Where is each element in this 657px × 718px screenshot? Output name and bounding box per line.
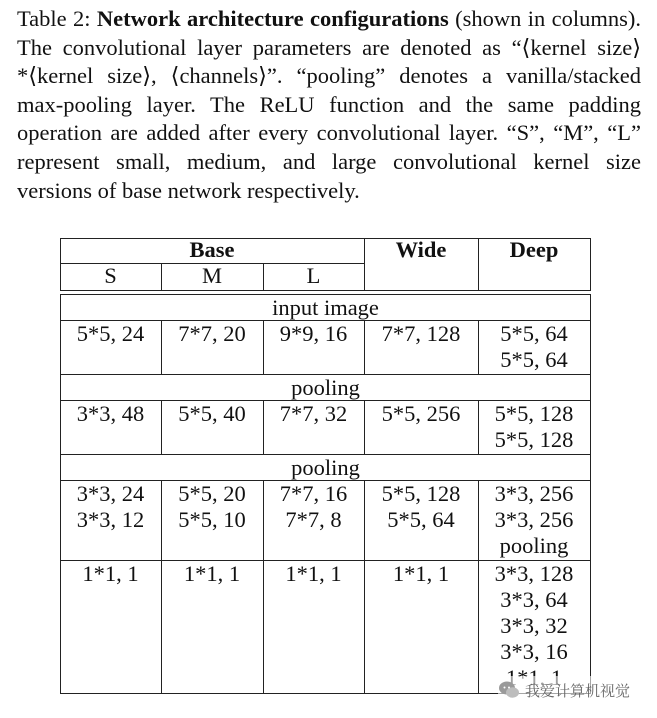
b3-wide-2: 5*5, 64 [387,507,455,532]
b4-s: 1*1, 1 [82,561,139,586]
b2-wide: 5*5, 256 [381,401,461,426]
b3-l-2: 7*7, 8 [285,507,342,532]
header-m: M [201,263,222,288]
caption-label: Table 2: [17,6,91,31]
row-pooling-2: pooling [291,455,360,480]
b3-s-2: 3*3, 12 [76,507,145,532]
b3-deep-3: pooling [499,533,569,558]
b4-deep-2: 3*3, 64 [500,587,568,612]
b1-m: 7*7, 20 [178,321,246,346]
vline-right-hdr [590,238,591,291]
b3-s-1: 3*3, 24 [76,481,145,506]
caption-body: (shown in columns). The convolutional layer parameters are denoted as “⟨kernel size⟩*⟨kernel size⟩, ⟨channels⟩”. “pooling” denotes a vanilla/stacked max-pooling layer. The ReLU function and the same padding operation are added after every convolutional layer. “S”, “M”, “L” represent small, medium, and large convolutional kernel size versions of base network respectively. [17,6,641,203]
b1-s: 5*5, 24 [76,321,145,346]
header-wide: Wide [395,237,447,262]
header-s: S [104,263,117,288]
table-caption [17,5,641,205]
b1-deep-2: 5*5, 64 [500,347,568,372]
b2-deep-2: 5*5, 128 [494,427,574,452]
b1-deep-1: 5*5, 64 [500,321,568,346]
caption-title: Network architecture configurations [96,6,449,31]
vline-right [590,294,591,694]
b3-l-1: 7*7, 16 [279,481,348,506]
b2-deep-1: 5*5, 128 [494,401,574,426]
header-deep: Deep [509,237,559,262]
b4-deep-4: 3*3, 16 [500,639,568,664]
row-pooling-1: pooling [291,375,360,400]
b3-deep-1: 3*3, 256 [494,481,574,506]
watermark-text: 我爱计算机视觉 [525,681,631,700]
b1-l: 9*9, 16 [279,321,348,346]
b2-s: 3*3, 48 [76,401,145,426]
header-l: L [306,263,321,288]
b3-deep-2: 3*3, 256 [494,507,574,532]
b2-m: 5*5, 40 [178,401,246,426]
b2-l: 7*7, 32 [279,401,348,426]
b3-m-1: 5*5, 20 [178,481,246,506]
b4-deep-1: 3*3, 128 [494,561,574,586]
b3-m-2: 5*5, 10 [178,507,246,532]
b4-m: 1*1, 1 [183,561,241,586]
row-input-image: input image [272,295,379,320]
b4-deep-3: 3*3, 32 [500,613,568,638]
architecture-table [60,238,591,694]
b1-wide: 7*7, 128 [381,321,461,346]
chat-bubble-icon [498,679,520,701]
b4-l: 1*1, 1 [285,561,342,586]
b3-wide-1: 5*5, 128 [381,481,461,506]
header-base: Base [189,237,235,262]
rule-header-bottom [60,290,591,291]
watermark [498,676,630,704]
b4-wide: 1*1, 1 [392,561,450,586]
